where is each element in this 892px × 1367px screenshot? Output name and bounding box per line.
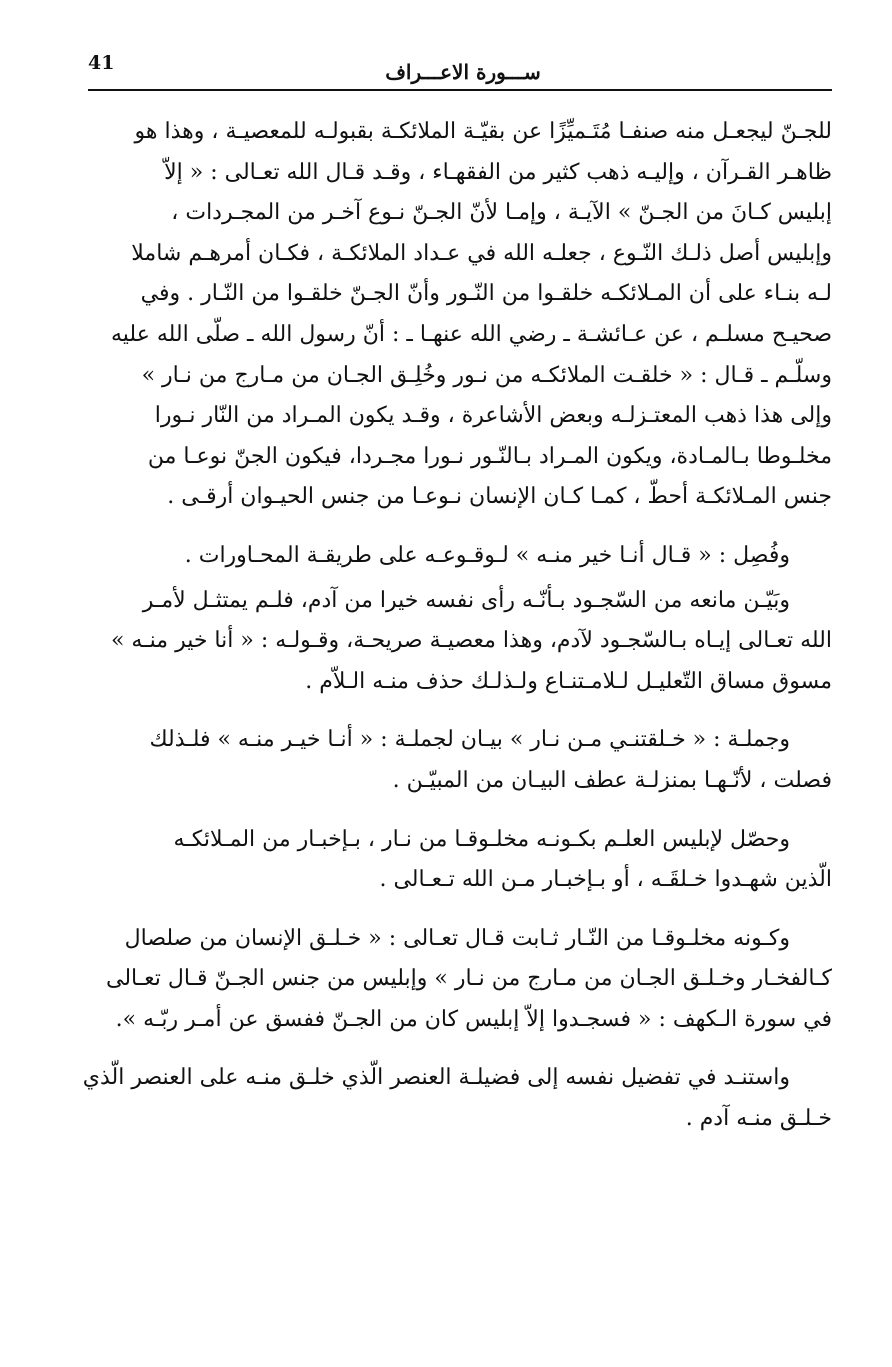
text-line: وفُصِل : « قـال أنـا خير منـه » لـوقـوعـه على طريقـة المحـاورات .	[184, 542, 790, 568]
text-line: إبليس كـانَ من الجـنّ » الآيـة ، وإمـا لأنّ الجـنّ نـوع آخـر من المجـردات ،	[171, 200, 832, 226]
page-header	[88, 48, 832, 94]
running-title: ســـورة الاعـــراف	[385, 60, 541, 84]
text-line: لـه بنـاء على أن المـلائكـه خلقـوا من النّـور وأنّ الجـنّ خلقـوا من النّـار . وفي	[140, 281, 832, 307]
header-rule	[88, 89, 832, 91]
text-line: واستنـد في تفضيل نفسه إلى فضيلـة العنصر الّذي خلـق منـه على العنصر الّذي	[82, 1065, 790, 1091]
text-line: وكـونه مخلـوقـا من النّـار ثـابت قـال تعـالى : « خـلـق الإنسان من صلصال	[124, 925, 790, 951]
page-number: 41	[88, 52, 115, 74]
text-line: للجـنّ ليجعـل منه صنفـا مُتَـميِّزًا عن بقيّـة الملائكـة بقبولـه للمعصيـة ، وهذا هو	[134, 119, 832, 144]
text-line: وإبليس أصل ذلـك النّـوع ، جعلـه الله في عـداد الملائكـة ، فكـان أمرهـم شاملا	[131, 240, 832, 266]
paragraph-6	[80, 919, 832, 1041]
text-line: وبَيّـن مانعه من السّجـود بـأنّـه رأى نفسه خيرا من آدم، فلـم يمتثـل لأمـر	[142, 587, 790, 613]
text-line: وسلّـم ـ قـال : « خلقـت الملائكـه من نـور وخُلِـق الجـان من مـارج من نـار »	[141, 362, 832, 388]
text-line: فصلت ، لأنّـهـا بمنزلـة عطف البيـان من المبيّـن .	[392, 767, 832, 793]
text-line: خـلـق منـه آدم .	[685, 1106, 832, 1132]
body-text	[80, 112, 832, 1140]
text-line: مسوق مساق التّعليـل لـلامـتنـاع ولـذلـك حذف منـه الـلاّم .	[305, 668, 832, 694]
paragraph-7	[80, 1058, 832, 1139]
text-line: الله تعـالى إيـاه بـالسّجـود لآدم، وهذا معصيـة صريحـة، وقـولـه : « أنا خير منـه »	[110, 628, 832, 654]
paragraph-1	[80, 112, 832, 518]
text-line: مخلـوطا بـالمـادة، ويكون المـراد بـالنّـور نـورا مجـردا، فيكون الجنّ نوعـا من	[147, 443, 832, 469]
text-line: ظاهـر القـرآن ، وإليـه ذهب كثير من الفقهـاء ، وقـد قـال الله تعـالى : « إلاّ	[164, 159, 832, 185]
paragraph-5	[80, 820, 832, 901]
text-line: وجملـة : « خـلقتنـي مـن نـار » بيـان لجملـة : « أنـا خيـر منـه » فلـذلك	[149, 727, 790, 753]
text-line: وحصّل لإبليس العلـم بكـونـه مخلـوقـا من نـار ، بـإخبـار من المـلائكـه	[173, 826, 790, 852]
paragraph-2	[80, 536, 832, 577]
text-line: وإلى هذا ذهب المعتـزلـه وبعض الأشاعرة ، وقـد يكون المـراد من النّار نـورا	[154, 403, 832, 429]
text-line: الّذين شهـدوا خـلقَـه ، أو بـإخبـار مـن الله تـعـالى .	[379, 867, 832, 893]
text-line: كـالفخـار وخـلـق الجـان من مـارج من نـار » وإبليس من جنس الجـنّ قـال تعـالى	[105, 966, 832, 992]
text-line: في سورة الـكهف : « فسجـدوا إلاّ إبليس كان من الجـنّ ففسق عن أمـر ربّـه ».	[115, 1006, 832, 1032]
paragraph-4	[80, 720, 832, 801]
text-line: صحيـح مسلـم ، عن عـائشـة ـ رضي الله عنهـا ـ : أنّ رسول الله ـ صلّى الله عليه	[110, 321, 832, 347]
text-line: جنس المـلائكـة أحطّ ، كمـا كـان الإنسان نـوعـا من جنس الحيـوان أرقـى .	[167, 484, 832, 510]
paragraph-3	[80, 581, 832, 703]
